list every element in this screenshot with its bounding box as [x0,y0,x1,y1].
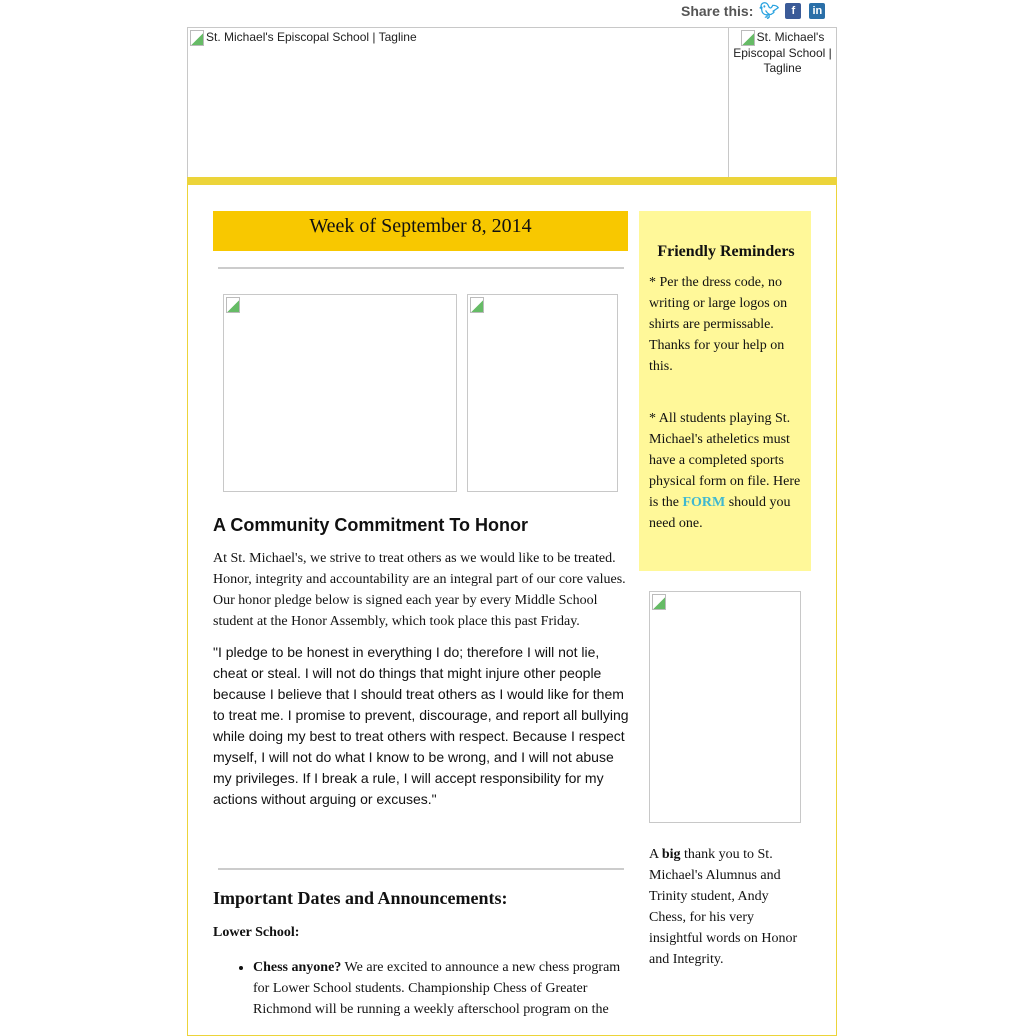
week-banner: Week of September 8, 2014 [213,211,628,251]
reminder-item [649,408,803,534]
reminders-title: Friendly Reminders [657,243,795,260]
form-link[interactable]: FORM [682,495,726,510]
divider [218,868,624,870]
item-title: Chess anyone? [253,960,342,975]
header-banner-image [187,27,729,178]
thanks-text: thank you to St. Michael's Alumnus and Trinity student, Andy Chess, for his very insightful words on Honor and Integrity. [649,847,798,967]
reminder-text: * All students playing St. Michael's atheletics must have a completed sports physical form on file. Here is the [649,411,801,510]
linkedin-icon[interactable]: in [809,3,825,19]
photo-image [223,294,457,492]
honor-pledge: "I pledge to be honest in everything I do; therefore I will not lie, cheat or steal. I will not do things that might injure other people because I believe that I should treat others as I would like for them to treat me. I promise to prevent, discourage, and report all bullying while doing my best to treat others with respect. Because I respect myself, I will not do what I know to be wrong, and I will not abuse my privileges. If I break a rule, I will accept responsibility for my actions without arguing or excuses." [213,644,629,807]
announcements-title: Important Dates and Announcements: [213,888,508,908]
divider [218,267,624,269]
thank-you-note [649,844,799,970]
header-logo-image [728,27,837,178]
share-label: Share this: [681,3,754,19]
photo-image [467,294,618,492]
item-text: We are excited to announce a new chess program for Lower School students. Championship Chess of Greater Richmond will be running a weekly afterschool program on the [253,960,621,1017]
facebook-icon[interactable]: f [785,3,801,19]
honor-article [213,515,629,810]
twitter-icon[interactable]: 🐦︎ [759,3,780,20]
thanks-text: A [649,847,662,862]
share-bar [681,3,825,19]
banner-alt-text: St. Michael's Episcopal School | Tagline [206,30,417,44]
reminder-text: should you need one. [649,495,791,531]
header-divider-bar [187,177,837,185]
article-title: A Community Commitment To Honor [213,515,528,535]
thanks-bold: big [661,847,681,862]
sidebar-photo-image [649,591,801,823]
announcements-section [213,886,629,1020]
announcement-list [213,957,629,1020]
logo-alt-text: St. Michael's Episcopal School | Tagline [733,30,832,75]
friendly-reminders-box [639,211,811,571]
list-item [253,957,629,1020]
article-intro: At St. Michael's, we strive to treat others as we would like to be treated. Honor, integrity and accountability are an integral part of our core values. Our honor pledge below is signed each year by every Middle School student at the Honor Assembly, which took place this past Friday. [213,551,626,629]
reminder-item: * Per the dress code, no writing or large logos on shirts are permissable. Thanks for your help on this. [649,275,788,374]
lower-school-heading: Lower School: [213,925,300,940]
